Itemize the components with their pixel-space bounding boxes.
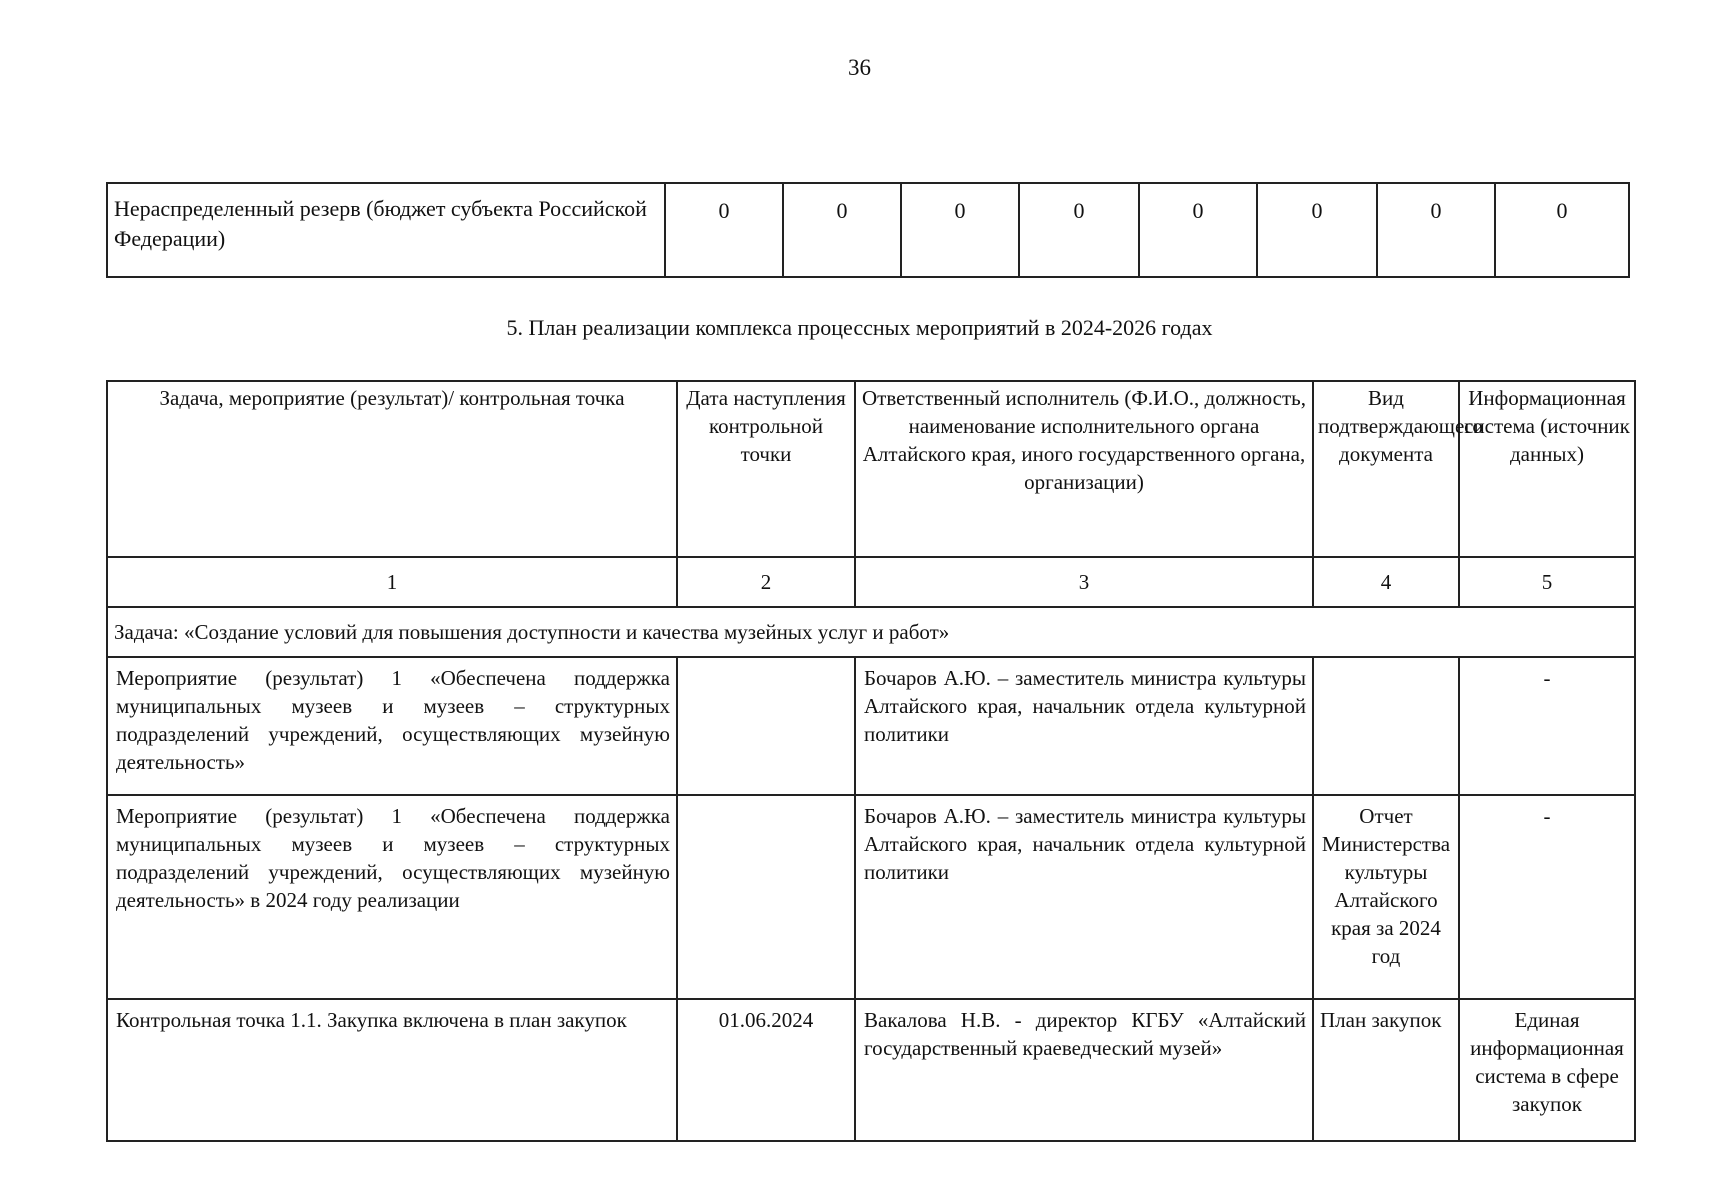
reserve-table xyxy=(106,182,1630,278)
row-name: Контрольная точка 1.1. Закупка включена в план закупок xyxy=(107,999,677,1141)
row-date xyxy=(677,795,855,999)
reserve-value: 0 xyxy=(1257,183,1377,277)
reserve-label: Нераспределенный резерв (бюджет субъекта Российской Федерации) xyxy=(107,183,665,277)
row-system: - xyxy=(1459,795,1635,999)
header-document: Вид подтверждающего документа xyxy=(1313,381,1459,557)
table-row xyxy=(107,657,1635,795)
header-responsible: Ответственный исполнитель (Ф.И.О., должность, наименование исполнительного органа Алтайского края, иного государственного органа, организации) xyxy=(855,381,1313,557)
reserve-value: 0 xyxy=(665,183,783,277)
page-number: 36 xyxy=(848,55,871,80)
header-system: Информационная система (источник данных) xyxy=(1459,381,1635,557)
table-row xyxy=(107,795,1635,999)
column-number: 1 xyxy=(107,557,677,607)
column-number: 4 xyxy=(1313,557,1459,607)
plan-table xyxy=(106,380,1636,1142)
row-name: Мероприятие (результат) 1 «Обеспечена поддержка муниципальных музеев и музеев – структурных подразделений учреждений, осуществляющих музейную деятельность» xyxy=(107,657,677,795)
reserve-value: 0 xyxy=(901,183,1019,277)
row-date xyxy=(677,657,855,795)
reserve-value: 0 xyxy=(1019,183,1139,277)
row-document xyxy=(1313,657,1459,795)
column-numbers-row xyxy=(107,557,1635,607)
table-row xyxy=(107,999,1635,1141)
row-document: План закупок xyxy=(1313,999,1459,1141)
row-responsible: Бочаров А.Ю. – заместитель министра культуры Алтайского края, начальник отдела культурной политики xyxy=(855,657,1313,795)
row-responsible: Бочаров А.Ю. – заместитель министра культуры Алтайского края, начальник отдела культурной политики xyxy=(855,795,1313,999)
table-header-row xyxy=(107,381,1635,557)
column-number: 5 xyxy=(1459,557,1635,607)
reserve-row xyxy=(107,183,1629,277)
row-date: 01.06.2024 xyxy=(677,999,855,1141)
task-cell: Задача: «Создание условий для повышения доступности и качества музейных услуг и работ» xyxy=(107,607,1635,657)
row-document: Отчет Министерства культуры Алтайского края за 2024 год xyxy=(1313,795,1459,999)
row-system: - xyxy=(1459,657,1635,795)
section-title: 5. План реализации комплекса процессных мероприятий в 2024-2026 годах xyxy=(506,315,1213,340)
row-responsible: Вакалова Н.В. - директор КГБУ «Алтайский государственный краеведческий музей» xyxy=(855,999,1313,1141)
header-date: Дата наступления контрольной точки xyxy=(677,381,855,557)
row-system: Единая информационная система в сфере закупок xyxy=(1459,999,1635,1141)
row-name: Мероприятие (результат) 1 «Обеспечена поддержка муниципальных музеев и музеев – структурных подразделений учреждений, осуществляющих музейную деятельность» в 2024 году реализации xyxy=(107,795,677,999)
column-number: 3 xyxy=(855,557,1313,607)
reserve-value: 0 xyxy=(1139,183,1257,277)
reserve-value: 0 xyxy=(783,183,901,277)
reserve-value: 0 xyxy=(1495,183,1629,277)
column-number: 2 xyxy=(677,557,855,607)
reserve-value: 0 xyxy=(1377,183,1495,277)
header-task: Задача, мероприятие (результат)/ контрольная точка xyxy=(107,381,677,557)
task-row xyxy=(107,607,1635,657)
